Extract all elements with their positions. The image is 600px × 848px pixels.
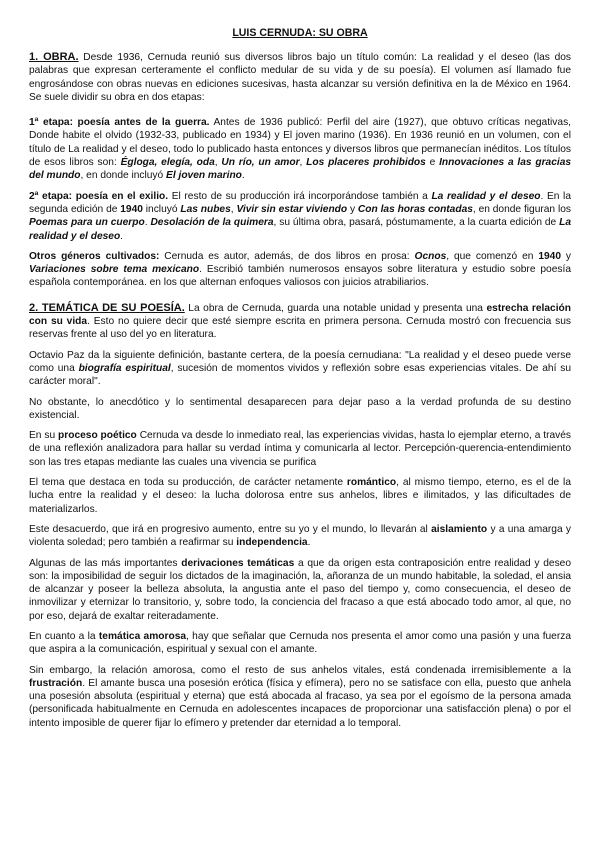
- book-title: Las nubes: [180, 203, 231, 215]
- section-heading-tematica: 2. TEMÁTICA DE SU POESÍA.: [29, 301, 185, 314]
- keyword: frustración: [29, 677, 83, 689]
- keyword: estrecha relación con su vida: [29, 302, 571, 328]
- book-title: Ocnos: [414, 250, 447, 262]
- keyword: temática amorosa: [98, 630, 187, 642]
- book-title: El joven marino: [166, 170, 242, 182]
- etapa-1-paragraph: 1ª etapa: poesía antes de la guerra. Antes de 1936 publicó: Perfil del aire (1927), que obtuvo críticas negativas, Donde habite el olvido (1932-33, publicado en 1934) y El joven marino (1936). En 1936 reunió en un volumen, con el título de La realidad y el deseo, todo lo publicado hasta entonces y diversos libros que permanecían inéditos. Los títulos de esos libros son: Égloga, elegía, oda, Un río, un amor, Los placeres prohibidos e Innovaciones a las gracias del mundo, en donde incluyó El joven marino.: [29, 117, 572, 182]
- obra-intro-paragraph: 1. OBRA. Desde 1936, Cernuda reunió sus diversos libros bajo un título común: La realidad y el deseo (las dos palabras que expresan certeramente el conflicto medular de su vida y de su poesía). El volumen así llamado fue engrosándose con obras nuevas en ediciones sucesivas, hasta alcanzar su versión definitiva en la de México en 1964. Se suele dividir su obra en dos etapas:: [29, 51, 571, 103]
- section-heading-obra: 1. OBRA.: [29, 51, 79, 63]
- year-highlight: 1940: [538, 250, 561, 262]
- book-title: Un río, un amor: [221, 157, 300, 169]
- tematica-intro-paragraph: 2. TEMÁTICA DE SU POESÍA. La obra de Cernuda, guarda una notable unidad y presenta una estrecha relación con su vida. Esto no quiere decir que esté siempre escrita en primera persona. Cernuda mostró con frecuencia sus reservas frente al uso del yo en literatura.: [29, 301, 572, 341]
- book-title: Los placeres prohibidos: [306, 157, 426, 169]
- book-title: Desolación de la quimera: [150, 217, 274, 229]
- no-obstante-paragraph: No obstante, lo anecdótico y lo sentimental desaparecen para dejar paso a la verdad profunda de su destino existencial.: [29, 396, 571, 421]
- document-title: LUIS CERNUDA: SU OBRA: [232, 27, 368, 39]
- otros-generos-paragraph: Otros géneros cultivados: Cernuda es autor, además, de dos libros en prosa: Ocnos, que comenzó en 1940 y Variaciones sobre tema mexicano. Escribió también numerosos ensayos sobre literatura y estudio sobre poesía española contemporánea. en los que alternan enfoques valiosos con juicios atrabiliarios.: [29, 250, 571, 289]
- frustracion-paragraph: Sin embargo, la relación amorosa, como el resto de sus anhelos vitales, está condenada irremisiblemente a la frustración. El amante busca una posesión erótica (física y efímera), pero no se satisface con ella, puesto que anhela una posesión absoluta (espiritual y eterna) que está abocada al fracaso, ya sea por el egoísmo de la persona amada (personificada habitualmente en Cernuda en adolescentes incapaces de proporcionar una satisfacción plena) o por el intento imposible de querer fijar lo efímero y pretender dar eternidad a lo temporal.: [29, 664, 571, 729]
- book-title: La realidad y el deseo: [29, 217, 572, 242]
- derivaciones-paragraph: Algunas de las más importantes derivaciones temáticas a que da origen esta contraposición entre realidad y deseo son: la imposibilidad de seguir los dictados de la imaginación, la, añoranza de un mundo habitable, la soledad, el ansia de alcanzar y poseer la belleza absoluta, la angustia ante el paso del tiempo y, como consecuencia, el deseo de inmovilizar y eternizar lo transitorio, y, sobre todo, la conciencia del fracaso a que está abocado todo amor, al que, no por eso, dejará de exaltar reiteradamente.: [29, 557, 572, 622]
- etapa-1-lead: 1ª etapa: poesía antes de la guerra.: [29, 117, 210, 129]
- keyword: romántico: [346, 477, 397, 489]
- octavio-paz-paragraph: Octavio Paz da la siguiente definición, bastante certera, de la poesía cernudiana: "La realidad y el deseo puede verse como una biografía espiritual, sucesión de momentos vividos y reflexión sobre esas experiencias vitales. De ahí su carácter moral".: [29, 349, 571, 388]
- keyword: proceso poético: [58, 430, 137, 442]
- book-title: La realidad y el deseo: [431, 190, 541, 202]
- keyword: independencia: [236, 537, 308, 549]
- book-title: Vivir sin estar viviendo: [236, 203, 348, 215]
- keyword: derivaciones temáticas: [181, 557, 295, 569]
- otros-generos-lead: Otros géneros cultivados:: [29, 250, 160, 262]
- book-title: Égloga, elegía, oda: [120, 157, 215, 169]
- etapa-2-lead: 2ª etapa: poesía en el exilio.: [29, 190, 169, 202]
- book-title: Con las horas contadas: [357, 203, 473, 215]
- book-title: Poemas para un cuerpo: [29, 217, 145, 229]
- etapa-2-paragraph: 2ª etapa: poesía en el exilio. El resto de su producción irá incorporándose también a La realidad y el deseo. En la segunda edición de 1940 incluyó Las nubes, Vivir sin estar viviendo y Con las horas contadas, en donde figuran los Poemas para un cuerpo. Desolación de la quimera, su última obra, pasará, póstumamente, a la cuarta edición de La realidad y el deseo.: [29, 190, 572, 242]
- tema-romantico-paragraph: El tema que destaca en toda su producción, de carácter netamente romántico, al mismo tiempo, eterno, es el de la lucha entre la realidad y el deseo: la lucha dolorosa entre sus anhelos, libres e ilimitados, y las dificultades de materializarlos.: [29, 477, 571, 515]
- keyword: aislamiento: [431, 523, 488, 535]
- keyword: biografía espiritual: [78, 362, 171, 374]
- year-highlight: 1940: [120, 203, 143, 215]
- book-title: Variaciones sobre tema mexicano: [29, 264, 200, 276]
- book-title: Innovaciones a las gracias del mundo: [29, 157, 572, 182]
- tematica-amorosa-paragraph: En cuanto a la temática amorosa, hay que señalar que Cernuda nos presenta el amor como una pasión y una fuerza que aspira a la comunicación, espiritual y sexual con el amante.: [29, 630, 572, 656]
- desacuerdo-paragraph: Este desacuerdo, que irá en progresivo aumento, entre su yo y el mundo, lo llevarán al aislamiento y a una amarga y violenta soledad; pero también a reafirmar su independencia.: [29, 523, 572, 549]
- proceso-poetico-paragraph: En su proceso poético Cernuda va desde lo inmediato real, las experiencias vividas, hasta lo ejemplar eterno, a través de una reflexión analizadora para hallar su verdad íntima y comunicarla al lector. Percepción-querencia-entendimiento son las tres etapas mediante las cuales una vivencia se purifica: [29, 430, 572, 468]
